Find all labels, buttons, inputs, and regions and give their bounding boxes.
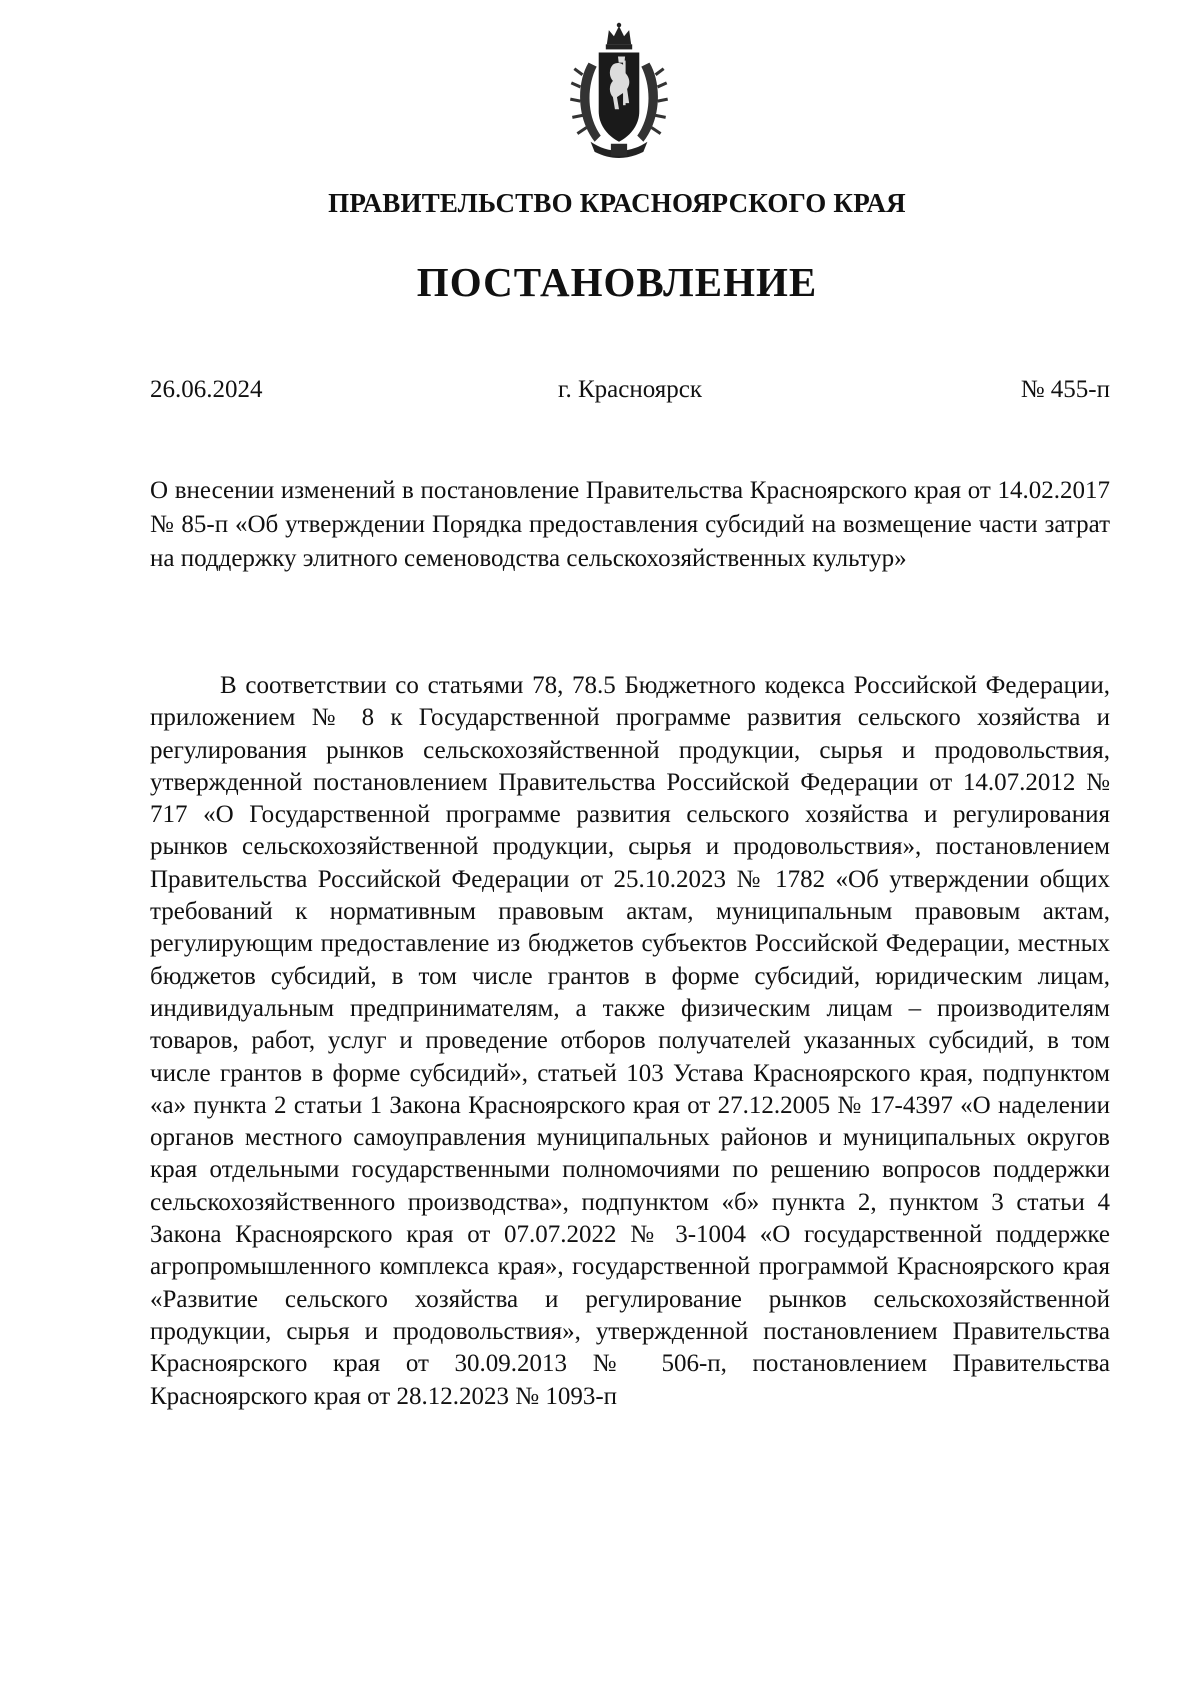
document-meta-row xyxy=(150,376,1110,410)
organization-title: ПРАВИТЕЛЬСТВО КРАСНОЯРСКОГО КРАЯ xyxy=(328,188,906,218)
document-subject: О внесении изменений в постановление Правительства Красноярского края от 14.02.2017 № 85-п «Об утверждении Порядка предоставления субсидий на возмещение части затрат на поддержку элитного семеноводства сельскохозяйственных культур» xyxy=(150,477,1110,572)
coat-of-arms-emblem-icon xyxy=(568,22,670,160)
document-city: г. Красноярск xyxy=(558,376,702,403)
document-date: 26.06.2024 xyxy=(150,376,263,403)
document-number: № 455-п xyxy=(1020,376,1110,403)
document-body-paragraph: В соответствии со статьями 78, 78.5 Бюджетного кодекса Российской Федерации, приложением № 8 к Государственной программе развития сельского хозяйства и регулирования рынков сельскохозяйственной продукции, сырья и продовольствия, утвержденной постановлением Правительства Российской Федерации от 14.07.2012 № 717 «О Государственной программе развития сельского хозяйства и регулирования рынков сельскохозяйственной продукции, сырья и продовольствия», постановлением Правительства Российской Федерации от 25.10.2023 № 1782 «Об утверждении общих требований к нормативным правовым актам, муниципальным правовым актам, регулирующим предоставление из бюджетов субъектов Российской Федерации, местных бюджетов субсидий, в том числе грантов в форме субсидий, юридическим лицам, индивидуальным предпринимателям, а также физическим лицам – производителям товаров, работ, услуг и проведение отборов получателей указанных субсидий, в том числе грантов в форме субсидий», статьей 103 Устава Красноярского края, подпунктом «а» пункта 2 статьи 1 Закона Красноярского края от 27.12.2005 № 17-4397 «О наделении органов местного самоуправления муниципальных районов и муниципальных округов края отдельными государственными полномочиями по решению вопросов поддержки сельскохозяйственного производства», подпунктом «б» пункта 2, пунктом 3 статьи 4 Закона Красноярского края от 07.07.2022 № 3-1004 «О государственной поддержке агропромышленного комплекса края», государственной программой Красноярского края «Развитие сельского хозяйства и регулирование рынков сельскохозяйственной продукции, сырья и продовольствия», утвержденной постановлением Правительства Красноярского края от 30.09.2013 № 506-п, постановлением Правительства Красноярского края от 28.12.2023 № 1093-п xyxy=(150,672,1110,1410)
document-type-title: ПОСТАНОВЛЕНИЕ xyxy=(416,259,818,305)
